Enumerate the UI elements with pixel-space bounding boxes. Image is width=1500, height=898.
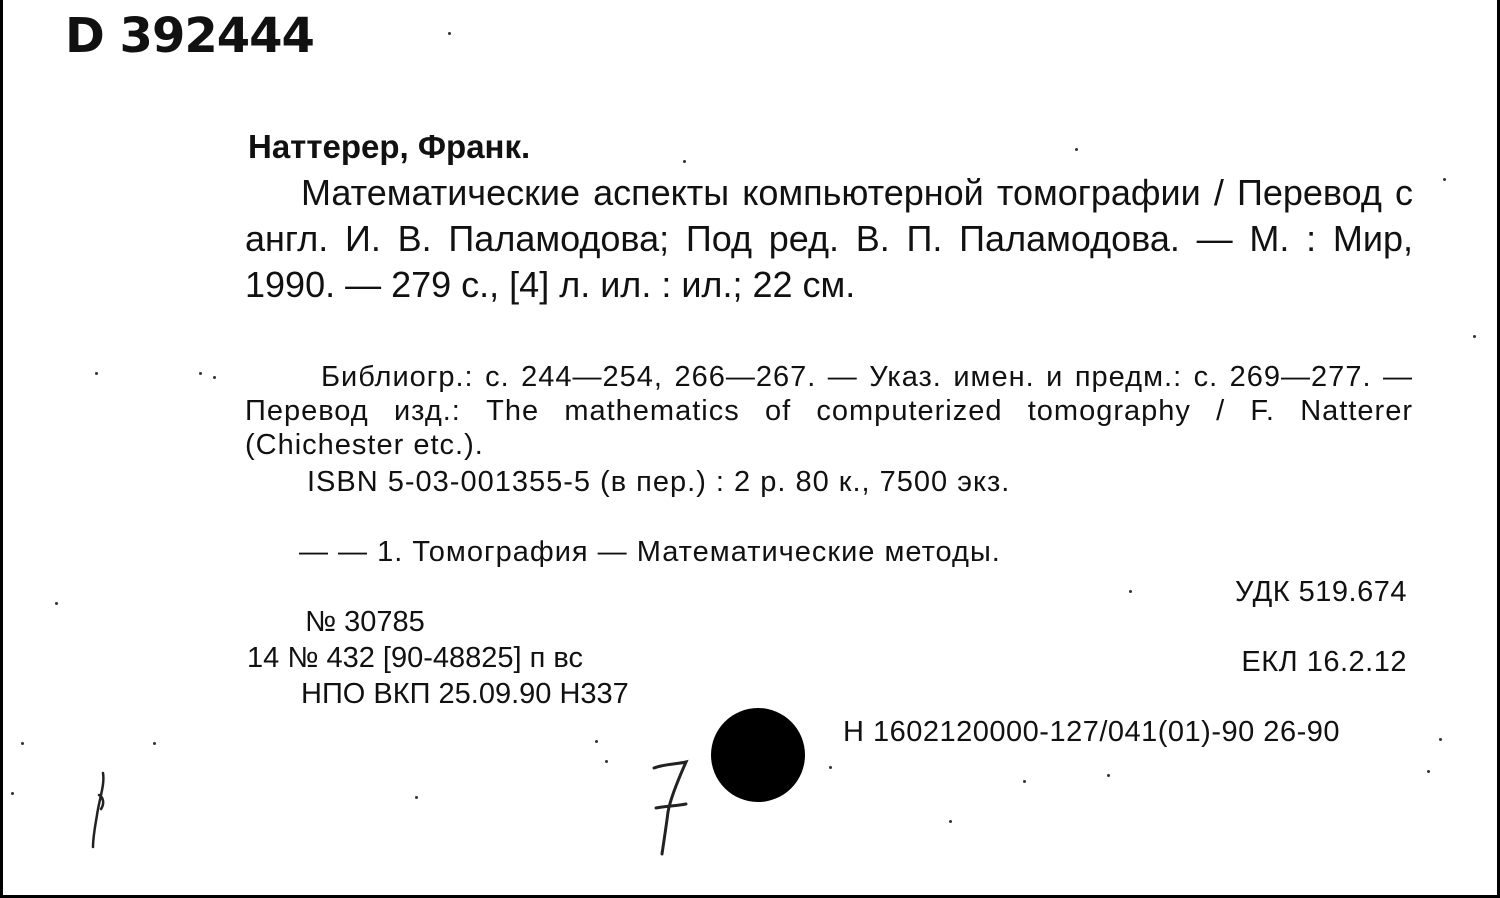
black-dot-mark (711, 708, 805, 802)
author-heading: Наттерер, Франк. (248, 128, 531, 165)
ekl-classification: ЕКЛ 16.2.12 (1241, 646, 1407, 678)
bibliographic-notes-text: Библиогр.: с. 244—254, 266—267. — Указ. имен. и предм.: с. 269—277. — Перевод изд.: The mathematics of computerized tomography / F. Natterer (Chichester etc.). (245, 361, 1413, 461)
accession-number: № 30785 (305, 606, 425, 638)
bibliographic-notes (245, 360, 1413, 462)
publisher-org-line: НПО ВКП 25.09.90 Н337 (301, 678, 629, 710)
order-line: 14 № 432 [90-48825] п вс (247, 642, 583, 674)
title-description-text: Математические аспекты компьютерной томографии / Перевод с англ. И. В. Паламодова; Под ред. В. П. Паламодова. — М. : Мир, 1990. — 279 с., [4] л. ил. : ил.; 22 см. (245, 172, 1413, 305)
call-number: D 392444 (65, 8, 314, 64)
isbn-line: ISBN 5-03-001355-5 (в пер.) : 2 р. 80 к., 7500 экз. (307, 466, 1011, 498)
udc-classification: УДК 519.674 (1234, 576, 1407, 608)
publication-code: Н 1602120000-127/041(01)-90 26-90 (843, 716, 1340, 748)
handwritten-number-seven (638, 750, 698, 860)
title-description (245, 170, 1413, 308)
subject-heading: — — 1. Томография — Математические методы. (299, 536, 1001, 568)
handwritten-mark-left (81, 765, 121, 855)
